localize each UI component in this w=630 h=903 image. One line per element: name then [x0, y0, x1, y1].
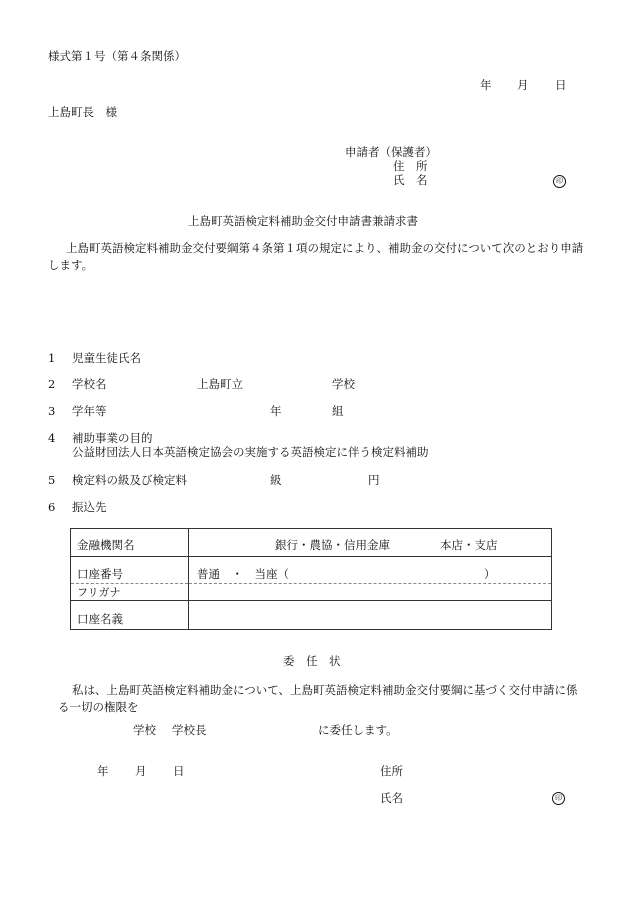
bank-row-institution: [71, 529, 552, 557]
delegation-seal-icon: 印: [552, 792, 565, 805]
account-no-label: 口座番号: [71, 557, 189, 584]
account-name-field[interactable]: [189, 601, 552, 630]
bank-row-account-no: [71, 557, 552, 584]
item-3-year: 年: [270, 404, 282, 418]
item-5-label: 検定料の級及び検定料: [72, 473, 187, 487]
item-4-text: 公益財団法人日本英語検定協会の実施する英語検定に伴う検定料補助: [72, 445, 429, 459]
item-4-number: 4: [48, 431, 56, 445]
item-5-number: 5: [48, 473, 56, 487]
item-2-number: 2: [48, 377, 56, 391]
branch-types: 本店・支店: [440, 538, 498, 552]
account-name-label: 口座名義: [71, 601, 189, 630]
form-number: 様式第１号（第４条関係）: [48, 49, 186, 63]
account-types: 普通 ・ 当座（: [197, 567, 289, 581]
bank-table: [70, 528, 552, 630]
item-2-label: 学校名: [72, 377, 107, 391]
item-3-class: 組: [332, 404, 344, 418]
furigana-label: フリガナ: [71, 584, 189, 601]
item-5-yen: 円: [368, 473, 380, 487]
item-4-label: 補助事業の目的: [72, 431, 153, 445]
item-1-label: 児童生徒氏名: [72, 351, 141, 365]
bank-row-account-name: [71, 601, 552, 630]
delegation-delegate-text: に委任します。: [318, 723, 398, 737]
institution-types: 銀行・農協・信用金庫: [275, 538, 390, 552]
bank-row-furigana: [71, 584, 552, 601]
item-3-label: 学年等: [72, 404, 107, 418]
applicant-address-label: 住 所: [393, 159, 428, 173]
delegation-paragraph: 私は、上島町英語検定料補助金について、上島町英語検定料補助金交付要綱に基づく交付申請に係る一切の権限を: [58, 683, 578, 714]
applicant-label: 申請者（保護者）: [345, 145, 437, 159]
institution-label: 金融機関名: [71, 529, 189, 557]
delegation-principal: 学校長: [172, 723, 207, 737]
applicant-name-label: 氏 名: [393, 173, 428, 187]
delegation-year: 年: [97, 764, 109, 778]
delegation-month: 月: [135, 764, 147, 778]
date-month-label: 月: [517, 78, 529, 92]
document-title: 上島町英語検定料補助金交付申請書兼請求書: [188, 214, 418, 228]
date-year-label: 年: [480, 78, 492, 92]
delegation-address-label: 住所: [380, 764, 403, 778]
item-5-grade: 級: [270, 473, 282, 487]
institution-field[interactable]: [189, 529, 552, 557]
intro-paragraph: 上島町英語検定料補助金交付要綱第４条第１項の規定により、補助金の交付について次のとおり申請します。: [48, 241, 584, 272]
item-2-suffix: 学校: [332, 377, 355, 391]
delegation-school: 学校: [133, 723, 156, 737]
item-6-number: 6: [48, 500, 56, 514]
item-6-label: 振込先: [72, 500, 107, 514]
account-close-paren: ）: [484, 567, 496, 581]
furigana-field[interactable]: [189, 584, 552, 601]
delegation-name-label: 氏名: [380, 791, 403, 805]
date-day-label: 日: [555, 78, 567, 92]
item-3-number: 3: [48, 404, 56, 418]
item-2-prefix: 上島町立: [197, 377, 243, 391]
account-no-field[interactable]: [189, 557, 552, 584]
seal-mark-icon: 印: [553, 175, 566, 188]
delegation-day: 日: [173, 764, 185, 778]
item-1-number: 1: [48, 351, 56, 365]
delegation-title: 委 任 状: [283, 654, 341, 668]
addressee: 上島町長 様: [48, 105, 117, 119]
